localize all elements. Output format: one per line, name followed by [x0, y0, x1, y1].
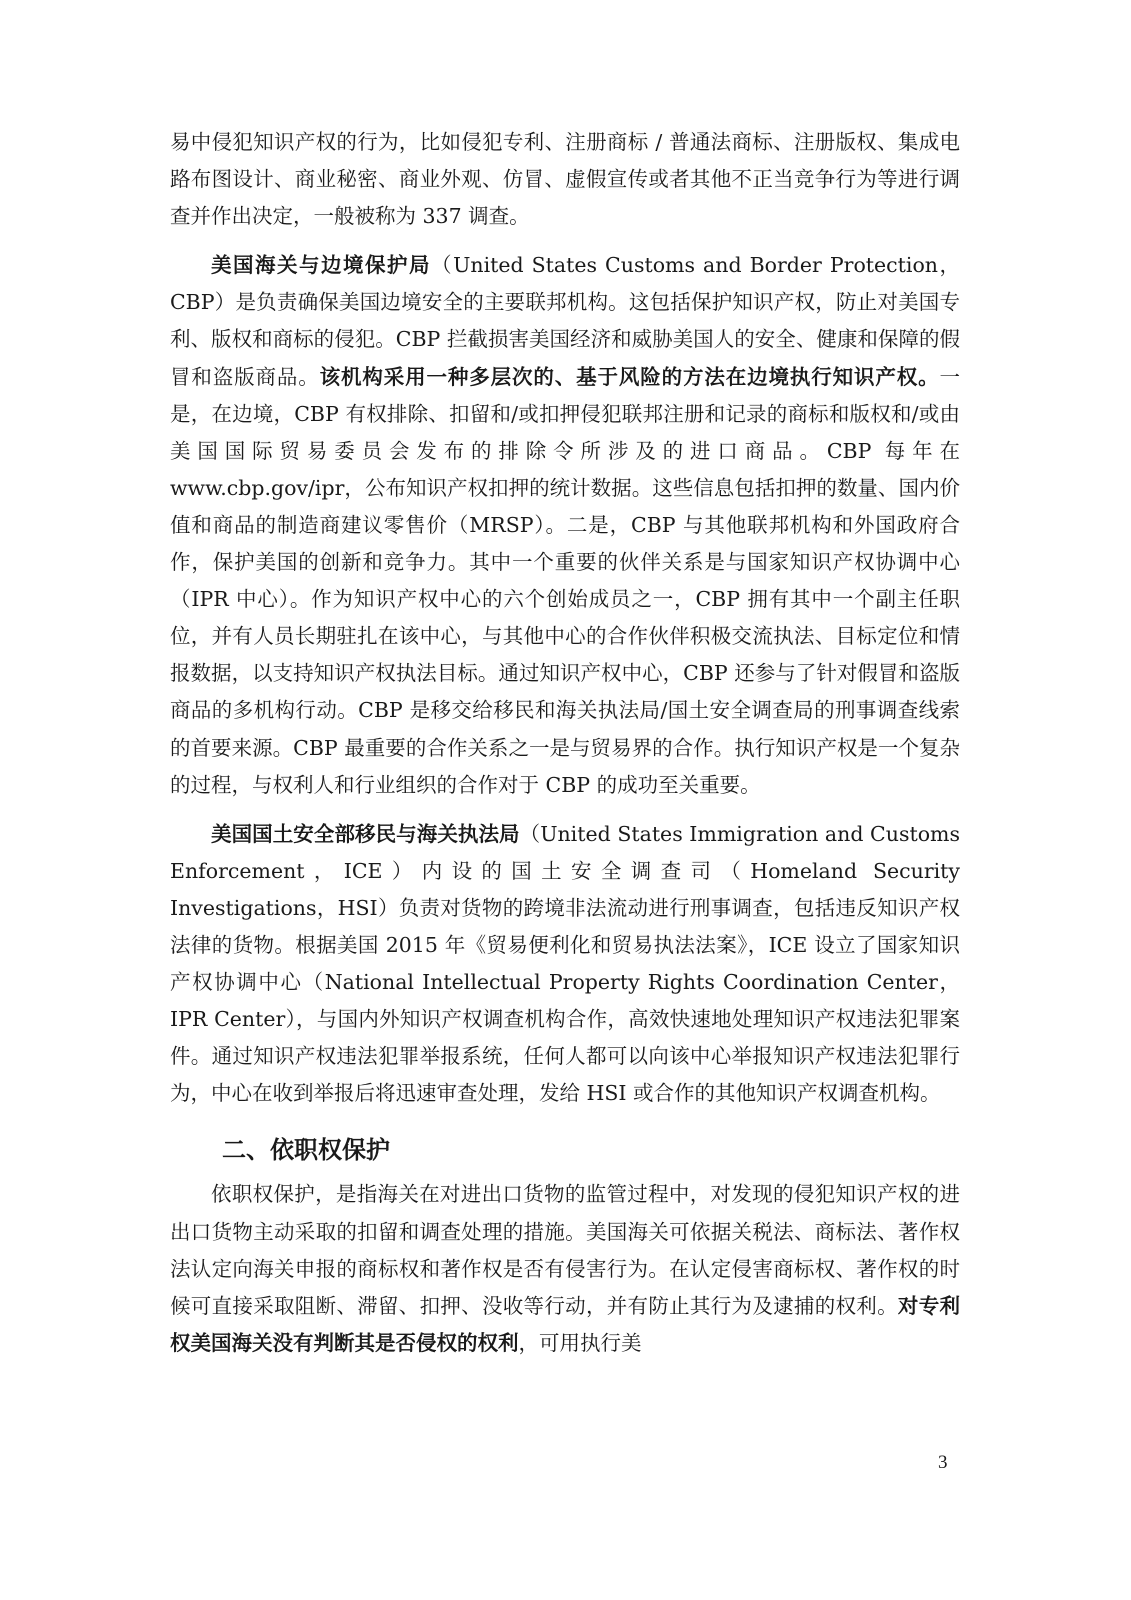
cbp-text-part2: 一是，在边境，CBP 有权排除、扣留和/或扣押侵犯联邦注册和记录的商标和版权和/或由美国国际贸易委员会发布的排除令所涉及的进口商品。CBP 每年在 www.cbp.gov/ipr，公布知识产权扣押的统计数据。这些信息包括扣押的数量、国内价值和商品的制造商建议零售价（MRSP）。二是，CBP 与其他联邦机构和外国政府合作，保护美国的创新和竞争力。其中一个重要的伙伴关系是与国家知识产权协调中心（IPR 中心）。作为知识产权中心的六个创始成员之一，CBP 拥有其中一个副主任职位，并有人员长期驻扎在该中心，与其他中心的合作伙伴积极交流执法、目标定位和情报数据，以支持知识产权执法目标。通过知识产权中心，CBP 还参与了针对假冒和盗版商品的多机构行动。CBP 是移交给移民和海关执法局/国土安全调查局的刑事调查线索的首要来源。CBP 最重要的合作关系之一是与贸易界的合作。执行知识产权是一个复杂的过程，与权利人和行业组织的合作对于 CBP 的成功至关重要。 — [170, 364, 960, 797]
cbp-lead-term: 美国海关与边境保护局 — [211, 253, 432, 278]
paragraph-ex-officio — [170, 1176, 960, 1361]
paragraph-ice — [170, 816, 960, 1113]
document-page — [170, 124, 960, 1362]
cbp-text-part1: （United States Customs and Border Protection，CBP）是负责确保美国边境安全的主要联邦机构。这包括保护知识产权，防止对美国专利、版权和商标的侵犯。CBP 拦截损害美国经济和威胁美国人的安全、健康和保障的假冒和盗版商品。 — [170, 253, 961, 389]
paragraph-337-investigation: 易中侵犯知识产权的行为，比如侵犯专利、注册商标 / 普通法商标、注册版权、集成电路布图设计、商业秘密、商业外观、仿冒、虚假宣传或者其他不正当竞争行为等进行调查并作出决定，一般被称为 337 调查。 — [170, 130, 960, 229]
page-number: 3 — [938, 1452, 948, 1473]
ice-text: （United States Immigration and Customs Enforcement，ICE）内设的国土安全调查司（Homeland Security Investigations，HSI）负责对货物的跨境非法流动进行刑事调查，包括违反知识产权法律的货物。根据美国 2015 年《贸易便利化和贸易执法法案》，ICE 设立了国家知识产权协调中心（National Intellectual Property Rights Coordination Center，IPR Center），与国内外知识产权调查机构合作，高效快速地处理知识产权违法犯罪案件。通过知识产权违法犯罪举报系统，任何人都可以向该中心举报知识产权违法犯罪行为，中心在收到举报后将迅速审查处理，发给 HSI 或合作的其他知识产权调查机构。 — [170, 821, 960, 1106]
ex-officio-text-part1: 依职权保护，是指海关在对进出口货物的监管过程中，对发现的侵犯知识产权的进出口货物主动采取的扣留和调查处理的措施。美国海关可依据关税法、商标法、著作权法认定向海关申报的商标权和著作权是否有侵害行为。在认定侵害商标权、著作权的时候可直接采取阻断、滞留、扣押、没收等行动，并有防止其行为及逮捕的权利。 — [170, 1182, 960, 1318]
ice-lead-term: 美国国土安全部移民与海关执法局 — [211, 821, 520, 846]
section-heading: 二、依职权保护 — [222, 1136, 390, 1165]
cbp-bold-statement: 该机构采用一种多层次的、基于风险的方法在边境执行知识产权。 — [319, 364, 940, 389]
ex-officio-bold-statement: 对专利权美国海关没有判断其是否侵权的权利 — [170, 1293, 961, 1355]
ex-officio-text-part2: ，可用执行美 — [518, 1330, 642, 1355]
paragraph-cbp — [170, 247, 960, 803]
